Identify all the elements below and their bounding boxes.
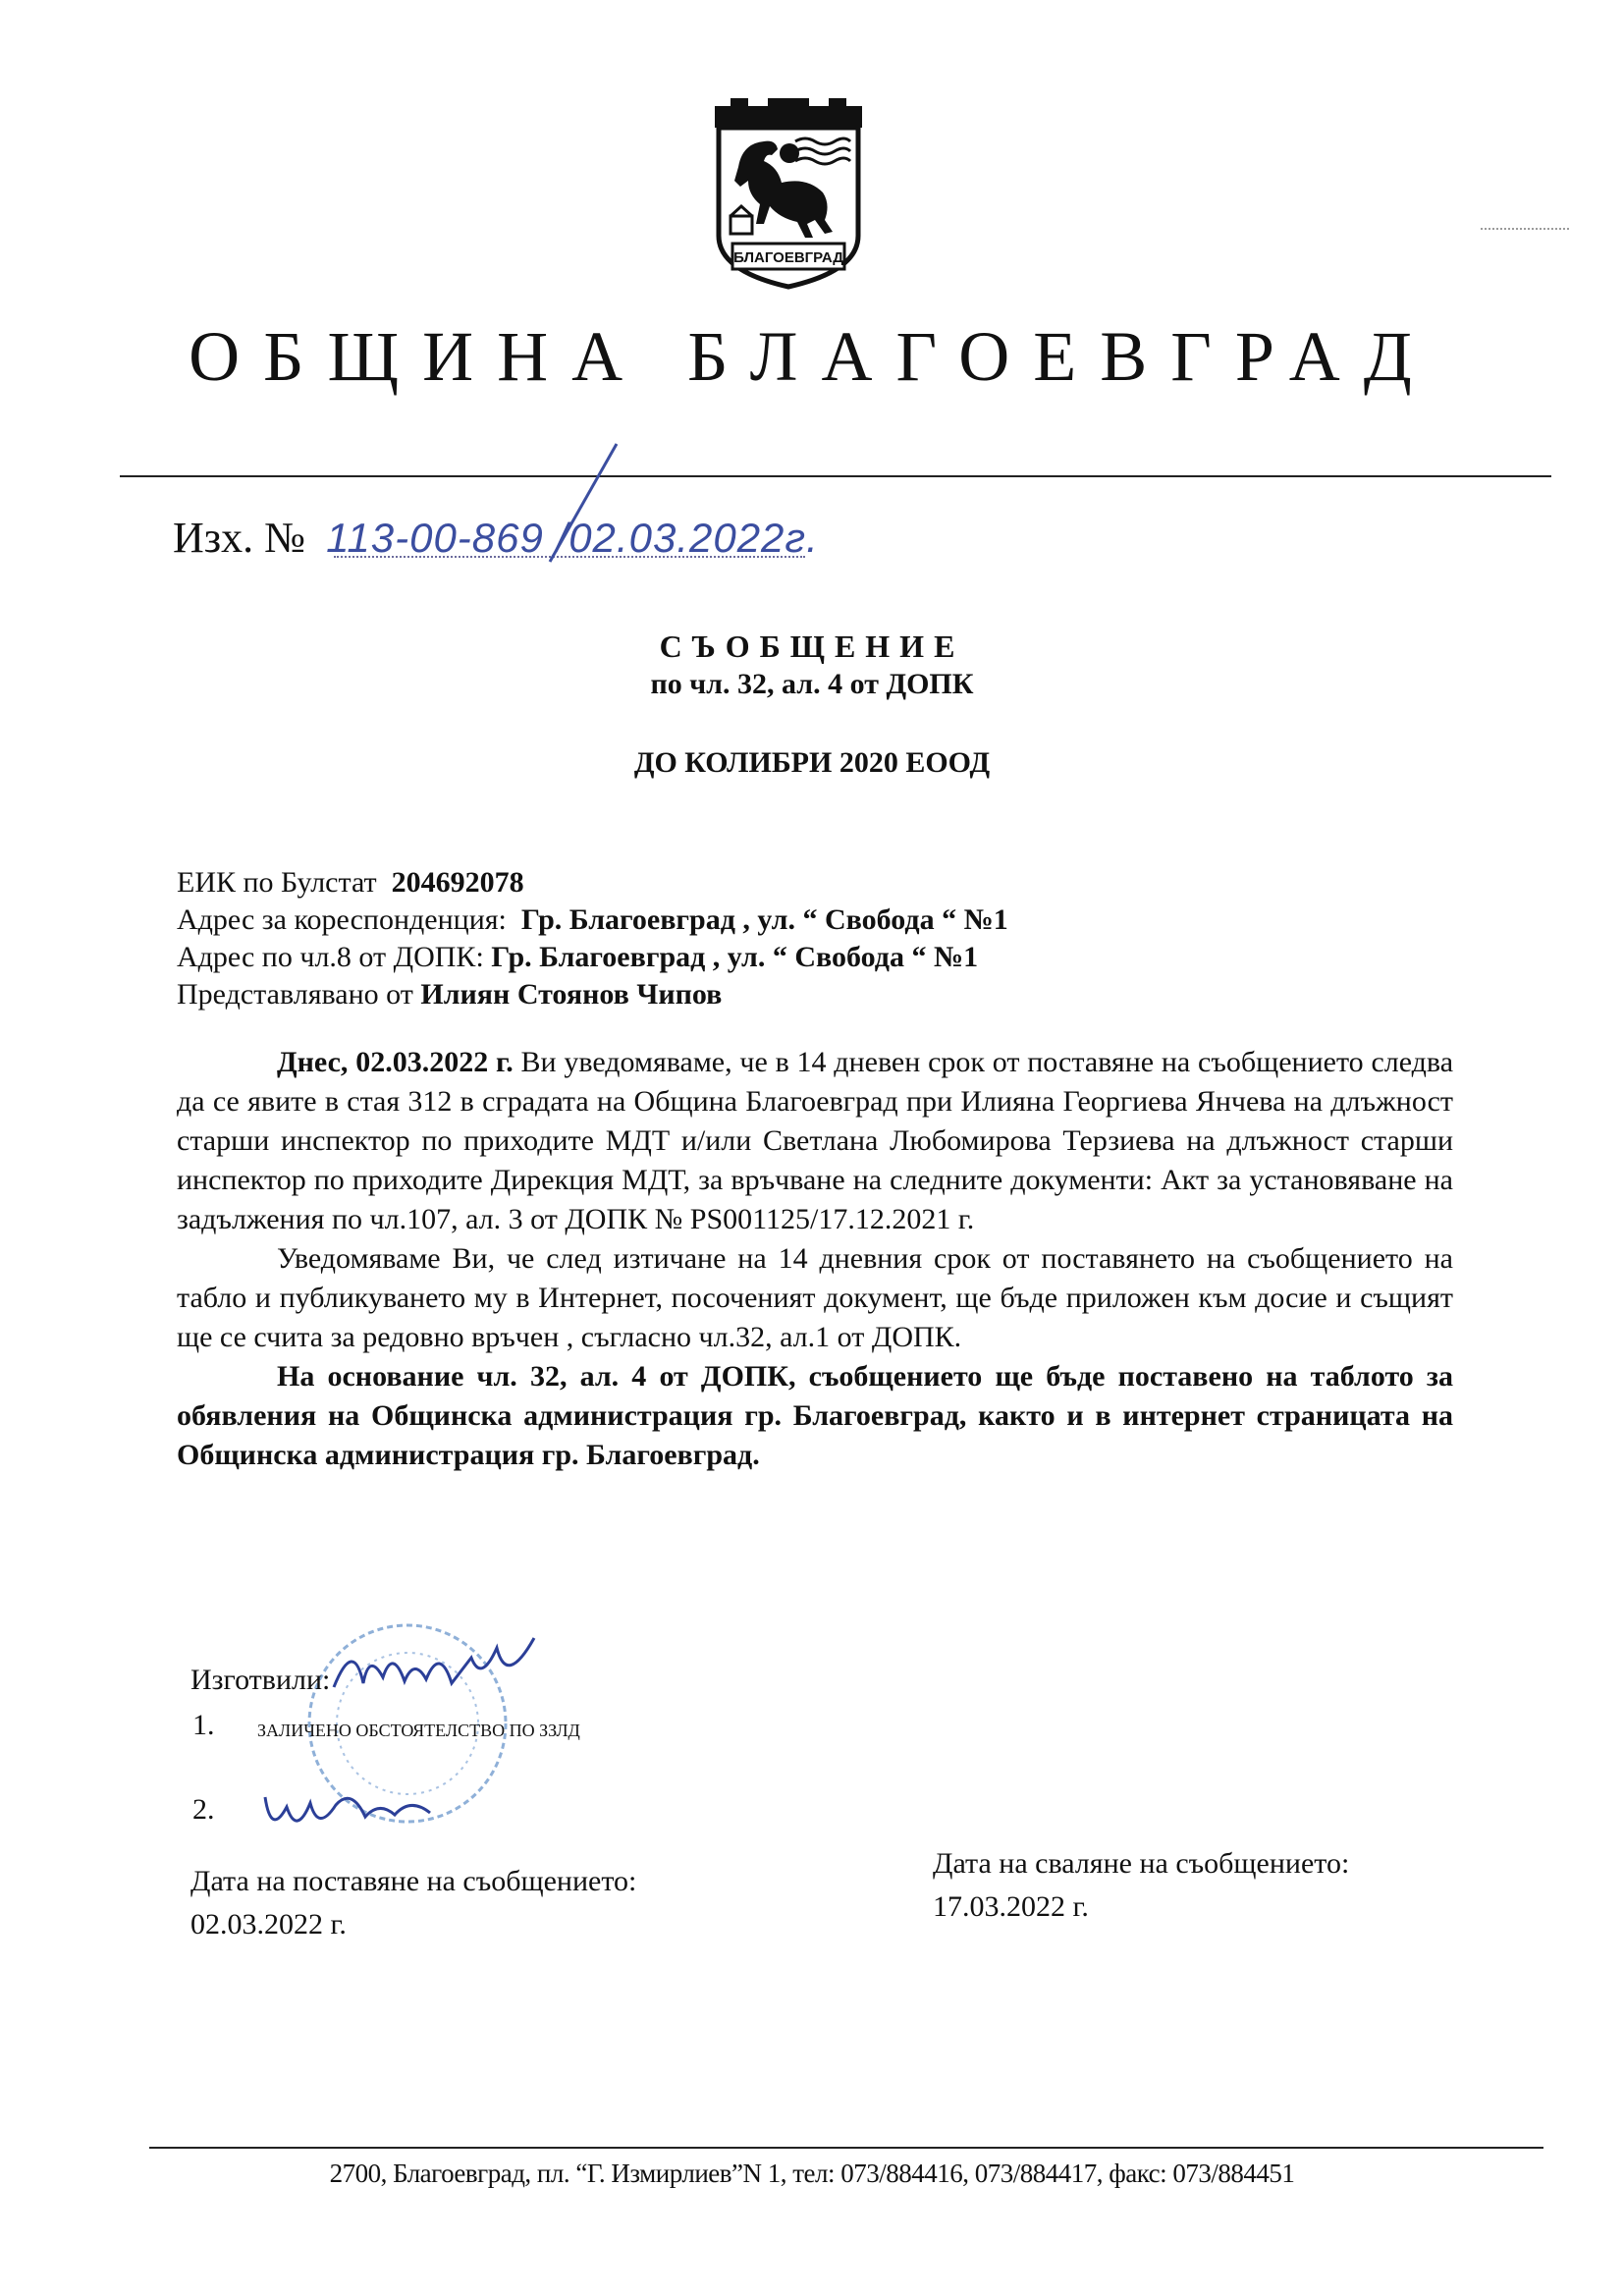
notice-title: СЪОБЩЕНИЕ [659, 629, 965, 664]
preparer-2-number: 2. [192, 1793, 215, 1826]
body-date-lead: Днес, 02.03.2022 г. [277, 1046, 514, 1078]
footer-address: 2700, Благоевград, пл. “Г. Измирлиев”N 1, тел: 073/884416, 073/884417, факс: 073/884451 [329, 2159, 1295, 2188]
eik-field [177, 866, 524, 900]
corr-field [177, 903, 1008, 937]
eik-label: ЕИК по Булстат [177, 866, 377, 899]
footer-divider [149, 2147, 1543, 2149]
preparer-1-redacted: ЗАЛИЧЕНО ОБСТОЯТЕЛСТВО ПО ЗЗЛД [257, 1721, 580, 1740]
corr-value: Гр. Благоевград , ул. “ Свобода “ №1 [520, 903, 1008, 936]
removed-date-value: 17.03.2022 г. [933, 1890, 1089, 1923]
rep-field [177, 978, 722, 1011]
removed-date-block [933, 1842, 1349, 1929]
notice-subtitle: по чл. 32, ал. 4 от ДОПК [650, 668, 974, 700]
signature-1 [324, 1628, 560, 1707]
rep-label: Представлявано от [177, 978, 413, 1011]
ref-number: 113-00-869 /02.03.2022г. [326, 515, 819, 561]
dopk-label: Адрес по чл.8 от ДОПК: [177, 941, 484, 973]
preparer-1-number: 1. [192, 1709, 215, 1741]
rep-value: Илиян Стоянов Чипов [420, 978, 723, 1011]
recipient: ДО КОЛИБРИ 2020 ЕООД [633, 746, 991, 779]
edge-artifact [1481, 228, 1569, 230]
eik-value: 204692078 [391, 866, 524, 899]
municipal-crest [709, 98, 868, 291]
crest-icon [709, 98, 868, 291]
signature-2 [257, 1768, 454, 1846]
posted-date-value: 02.03.2022 г. [190, 1908, 347, 1941]
dopk-field [177, 941, 978, 974]
handwritten-slash [538, 440, 626, 568]
crest-caption: БЛАГОЕВГРАД [733, 249, 843, 266]
posted-date-block [190, 1860, 636, 1946]
body-p1-text: Ви уведомяваме, че в 14 дневен срок от поставяне на съобщението следва да се явите в стая 312 в сградата на Община Благоевград при Илияна Георгиева Янчева на длъжност старши инспектор по приходите МДТ и/или Светлана Любомирова Терзиева на длъжност старши инспектор по приходите Дирекция МДТ, за връчване на следните документи: Акт за установяване на задължения по чл.107, ал. 3 от ДОПК № PS001125/17.12.2021 г. [177, 1046, 1454, 1235]
corr-label: Адрес за кореспонденция: [177, 903, 507, 936]
dopk-value: Гр. Благоевград , ул. “ Свобода “ №1 [491, 941, 979, 973]
header-divider [120, 475, 1551, 477]
notice-body [177, 1043, 1453, 1475]
ref-prefix: Изх. № [173, 514, 306, 562]
prepared-by-label: Изготвили: [190, 1664, 331, 1696]
removed-date-label: Дата на сваляне на съобщението: [933, 1847, 1350, 1880]
posted-date-label: Дата на поставяне на съобщението: [190, 1865, 637, 1897]
body-paragraph-3: На основание чл. 32, ал. 4 от ДОПК, съобщението ще бъде поставено на таблото за обявления на Общинска администрация гр. Благоевград, както и в интернет страницата на Общинска администрация гр. Благоевград. [177, 1360, 1453, 1471]
org-title: ОБЩИНА БЛАГОЕВГРАД [189, 317, 1435, 396]
body-paragraph-2: Уведомяваме Ви, че след изтичане на 14 дневния срок от поставянето на съобщението на табло и публикуването му в Интернет, посоченият документ, ще бъде приложен към досие и същият ще се счита за редовно връчен , съгласно чл.32, ал.1 от ДОПК. [177, 1242, 1453, 1353]
body-paragraph-1 [177, 1043, 1453, 1239]
